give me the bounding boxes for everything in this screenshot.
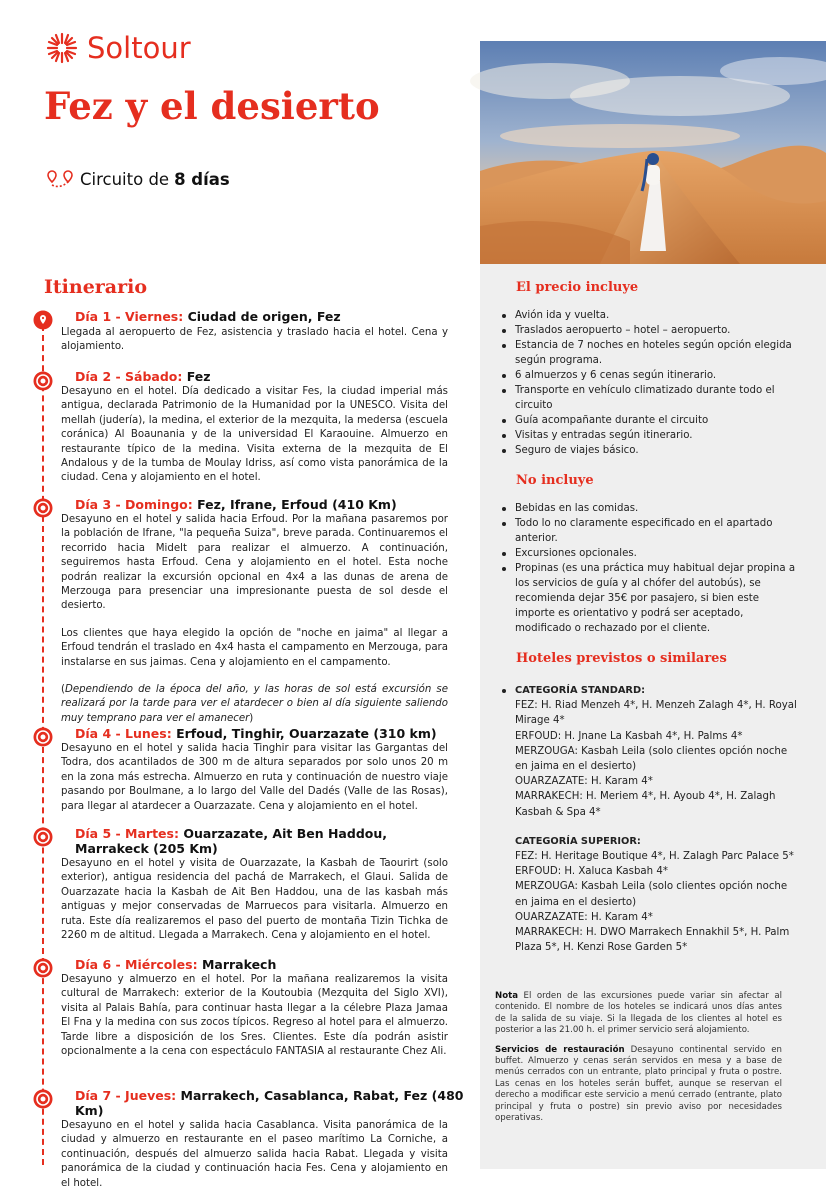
- day-3-route: Fez, Ifrane, Erfoud (410 Km): [197, 497, 397, 512]
- day-5-route: Ouarzazate, Ait Ben Haddou,: [183, 826, 387, 841]
- note-label: Servicios de restauración: [495, 1044, 625, 1055]
- circuit-prefix: Circuito de: [80, 169, 170, 189]
- day-5-text: [61, 857, 448, 943]
- day-4-route: Erfoud, Tinghir, Ouarzazate (310 km): [176, 726, 437, 741]
- note-open-paren: (: [61, 684, 65, 696]
- hotel-line: ERFOUD: H. Xaluca Kasbah 4*: [515, 866, 668, 878]
- day-3-note-text: Dependiendo de la época del año, y las horas de sol está excursión se realizará por la tarde para ver el atardecer o bien al día siguiente saliendo muy temprano para ver el amanecer: [61, 684, 448, 724]
- day-3-heading: [75, 497, 397, 512]
- hotel-line: MERZOUGA: Kasbah Leila (solo clientes opción noche en jaima en el desierto): [515, 881, 788, 908]
- day-7-heading: [75, 1088, 463, 1118]
- note-close-paren: ): [249, 712, 254, 724]
- day-4-label: Día 4 - Lunes:: [75, 726, 172, 741]
- category-label: CATEGORÍA STANDARD:: [515, 685, 646, 696]
- list-item: Propinas (es una práctica muy habitual dejar propina a los servicios de guía y al chófer del autobús), se recomienda dejar 35€ por pasajero, si bien este importe es orientativo y podrá ser aceptado, modificado o rechazado por el cliente.: [500, 561, 800, 636]
- day-3-paragraph-2: Los clientes que haya elegido la opción de "noche en jaima" al llegar a Erfoud tendrán el traslado en 4x4 hasta el campamento en Merzouga, para instalarse en sus jaimas. Cena y alojamiento en el campamento.: [61, 627, 448, 668]
- day-2-text: [61, 385, 448, 486]
- target-marker-icon: [33, 498, 53, 518]
- target-marker-icon: [33, 958, 53, 978]
- day-7-label: Día 7 - Jueves:: [75, 1088, 177, 1103]
- notes: [495, 991, 782, 1124]
- day-6-route: Marrakech: [201, 957, 277, 972]
- list-item: Traslados aeropuerto – hotel – aeropuerto.: [500, 323, 800, 338]
- excludes-title: No incluye: [516, 473, 594, 488]
- day-2-paragraph: Desayuno en el hotel. Día dedicado a visitar Fes, la ciudad imperial más antigua, declarada Patrimonio de la Humanidad por la UNESCO. Visita del mellah (judería), la medina, el exterior de la mezquita, la medersa (escuela coránica) Al Boaunania y de la universidad El Karaouine. Almuerzo en restaurante típico de la medina. Visita externa de la mezquita de El Andalous y de la tumba de Moulay Idriss, así como vista panorámica de la ciudad. Cena y alojamiento en el hotel.: [61, 386, 448, 484]
- target-marker-icon: [33, 727, 53, 747]
- day-6-paragraph: Desayuno y almuerzo en el hotel. Por la mañana realizaremos la visita cultural de Marrakech: exterior de la Koutoubia (Mezquita del Siglo XVI), visita al Palais Bahía, para continuar hasta llegar a la célebre Plaza Jamaa El Fna y la medina con sus zocos típicos. Regreso al hotel para el almuerzo. Tarde libre a disposición de los Sres. Clientes. Este día podrán asistir opcionalmente a la cena con espectáculo FANTASIA al restaurante Chez Ali.: [61, 974, 448, 1058]
- day-5-route-cont: Marrakeck (205 Km): [75, 841, 218, 856]
- day-1-route: Ciudad de origen, Fez: [187, 309, 341, 324]
- hotel-category-standard: [500, 683, 800, 820]
- hotel-line: FEZ: H. Riad Menzeh 4*, H. Menzeh Zalagh 4*, H. Royal Mirage 4*: [515, 700, 797, 727]
- list-item: Excursiones opcionales.: [500, 546, 800, 561]
- hotel-line: MARRAKECH: H. Meriem 4*, H. Ayoub 4*, H. Zalagh Kasbah & Spa 4*: [515, 791, 776, 818]
- hotel-line: OUARZAZATE: H. Karam 4*: [515, 776, 653, 788]
- itinerary-title: Itinerario: [44, 276, 148, 298]
- list-item: Guía acompañante durante el circuito: [500, 413, 800, 428]
- route-pin-icon: [46, 168, 74, 190]
- day-7-route-cont: Km): [75, 1103, 104, 1118]
- day-2-route: Fez: [186, 369, 211, 384]
- day-4-paragraph: Desayuno en el hotel y salida hacia Tinghir para visitar las Gargantas del Todra, dos acantilados de 300 m de altura separados por solo unos 20 m en la zona más estrecha. Almuerzo en ruta y continuación de nuestro viaje pasando por Boulmane, a lo largo del Valle del Dadés (Valle de las Rosas), para llegar al atardecer a Ouarzazate. Cena y alojamiento en el hotel.: [61, 743, 448, 812]
- hotels-title: Hoteles previstos o similares: [516, 651, 727, 666]
- list-item: Visitas y entradas según itinerario.: [500, 428, 800, 443]
- day-1-label: Día 1 - Viernes:: [75, 309, 184, 324]
- day-3-note: [61, 683, 448, 726]
- brand-name: Soltour: [87, 31, 191, 65]
- list-item: Todo lo no claramente especificado en el apartado anterior.: [500, 516, 800, 546]
- hotel-line: OUARZAZATE: H. Karam 4*: [515, 911, 653, 923]
- day-7-route: Marrakech, Casablanca, Rabat, Fez (480: [180, 1088, 464, 1103]
- list-item: Seguro de viajes básico.: [500, 443, 800, 458]
- hotel-line: MARRAKECH: H. DWO Marrakech Ennakhil 5*, H. Palm Plaza 5*, H. Kenzi Rose Garden 5*: [515, 927, 790, 954]
- includes-list: [500, 308, 800, 458]
- includes-title: El precio incluye: [516, 280, 639, 295]
- day-6-heading: [75, 957, 276, 972]
- hotels-list: [500, 683, 800, 955]
- excludes-list: [500, 501, 800, 636]
- target-marker-icon: [33, 371, 53, 391]
- day-6-label: Día 6 - Miércoles:: [75, 957, 198, 972]
- note-text: Desayuno continental servido en buffet. Almuerzo y cenas serán servidos en mesa y a base de menús cerrados con un entrante, plato principal y fruta o postre. Las cenas en los hoteles serán buffet, aunque se reservan el derecho a modificar este servicio a menú cerrado (entrante, plato principal y fruta o postre) sin previo aviso por necesidades operativas.: [495, 1044, 782, 1124]
- day-2-heading: [75, 369, 211, 384]
- day-3-text: [61, 513, 448, 726]
- soltour-logo[interactable]: [45, 30, 191, 66]
- day-3-paragraph-1: Desayuno en el hotel y salida hacia Erfoud. Por la mañana pasaremos por la población de Ifrane, "la pequeña Suiza", breve parada. Continuaremos el recorrido hacia Midelt para realizar el almuerzo. A continuación, seguiremos hasta Erfoud. Cena y alojamiento en el hotel. Esta noche podrán realizar la excursión opcional en 4x4 a las dunas de arena de Merzouga para presenciar una impresionante puesta de sol desde el desierto.: [61, 514, 448, 612]
- day-4-heading: [75, 726, 437, 741]
- note-text: El orden de las excursiones puede variar sin afectar al contenido. El nombre de los hoteles se indicará unos días antes de la salida de su viaje. Si la llegada de los clientes al hotel es posterior a las 21.00 h. el primer servicio será alojamiento.: [495, 991, 783, 1036]
- note-paragraph: [495, 1045, 782, 1125]
- day-5-label: Día 5 - Martes:: [75, 826, 179, 841]
- page-title: Fez y el desierto: [44, 84, 380, 128]
- target-marker-icon: [33, 1089, 53, 1109]
- day-5-heading: [75, 826, 387, 856]
- list-item: Avión ida y vuelta.: [500, 308, 800, 323]
- day-1-heading: [75, 309, 341, 324]
- hotel-line: FEZ: H. Heritage Boutique 4*, H. Zalagh Parc Palace 5*: [515, 851, 794, 863]
- hotel-line: MERZOUGA: Kasbah Leila (solo clientes opción noche en jaima en el desierto): [515, 745, 788, 773]
- list-item: Transporte en vehículo climatizado durante todo el circuito: [500, 383, 800, 413]
- category-label: CATEGORÍA SUPERIOR:: [515, 835, 641, 847]
- day-1-paragraph: Llegada al aeropuerto de Fez, asistencia y traslado hacia el hotel. Cena y alojamiento.: [61, 327, 448, 353]
- note-paragraph: [495, 991, 782, 1037]
- location-pin-icon: [33, 310, 53, 330]
- day-3-label: Día 3 - Domingo:: [75, 497, 193, 512]
- list-item: Estancia de 7 noches en hoteles según opción elegida según programa.: [500, 338, 800, 368]
- hotel-category-superior: [500, 834, 800, 956]
- target-marker-icon: [33, 827, 53, 847]
- desert-hero-image: [480, 41, 826, 264]
- day-7-text: [61, 1119, 448, 1191]
- day-6-text: [61, 973, 448, 1059]
- day-1-text: [61, 326, 448, 355]
- day-4-text: [61, 742, 448, 814]
- hotel-line: ERFOUD: H. Jnane La Kasbah 4*, H. Palms 4*: [515, 730, 743, 742]
- list-item: 6 almuerzos y 6 cenas según itinerario.: [500, 368, 800, 383]
- circuit-duration: [46, 168, 230, 190]
- sun-logo-icon: [45, 31, 79, 65]
- day-5-paragraph: Desayuno en el hotel y visita de Ouarzazate, la Kasbah de Taourirt (solo exterior), antigua residencia del pachá de Marrakech, el Glaui. Salida de Ouarzazate hacia la Kasbah de Ait Ben Haddou, una de las kasbah más antiguas y mejor conservadas de Marruecos para visitarla. Almuerzo en ruta. Este día realizaremos el paso del puerto de montaña Tizin Tichka de 2260 m de altitud. Llegada a Marrakech. Cena y alojamiento en el hotel.: [61, 858, 448, 942]
- circuit-days: 8 días: [174, 169, 230, 189]
- day-2-label: Día 2 - Sábado:: [75, 369, 183, 384]
- list-item: Bebidas en las comidas.: [500, 501, 800, 516]
- note-label: Nota: [495, 991, 519, 1001]
- day-7-paragraph: Desayuno en el hotel y salida hacia Casablanca. Visita panorámica de la ciudad y almuerzo en restaurante en el paseo marítimo La Corniche, a continuación, después del almuerzo salida hacia Rabat. Llegada y visita panorámica de la ciudad y continuación hacia Fes. Cena y alojamiento en el hotel.: [61, 1120, 448, 1189]
